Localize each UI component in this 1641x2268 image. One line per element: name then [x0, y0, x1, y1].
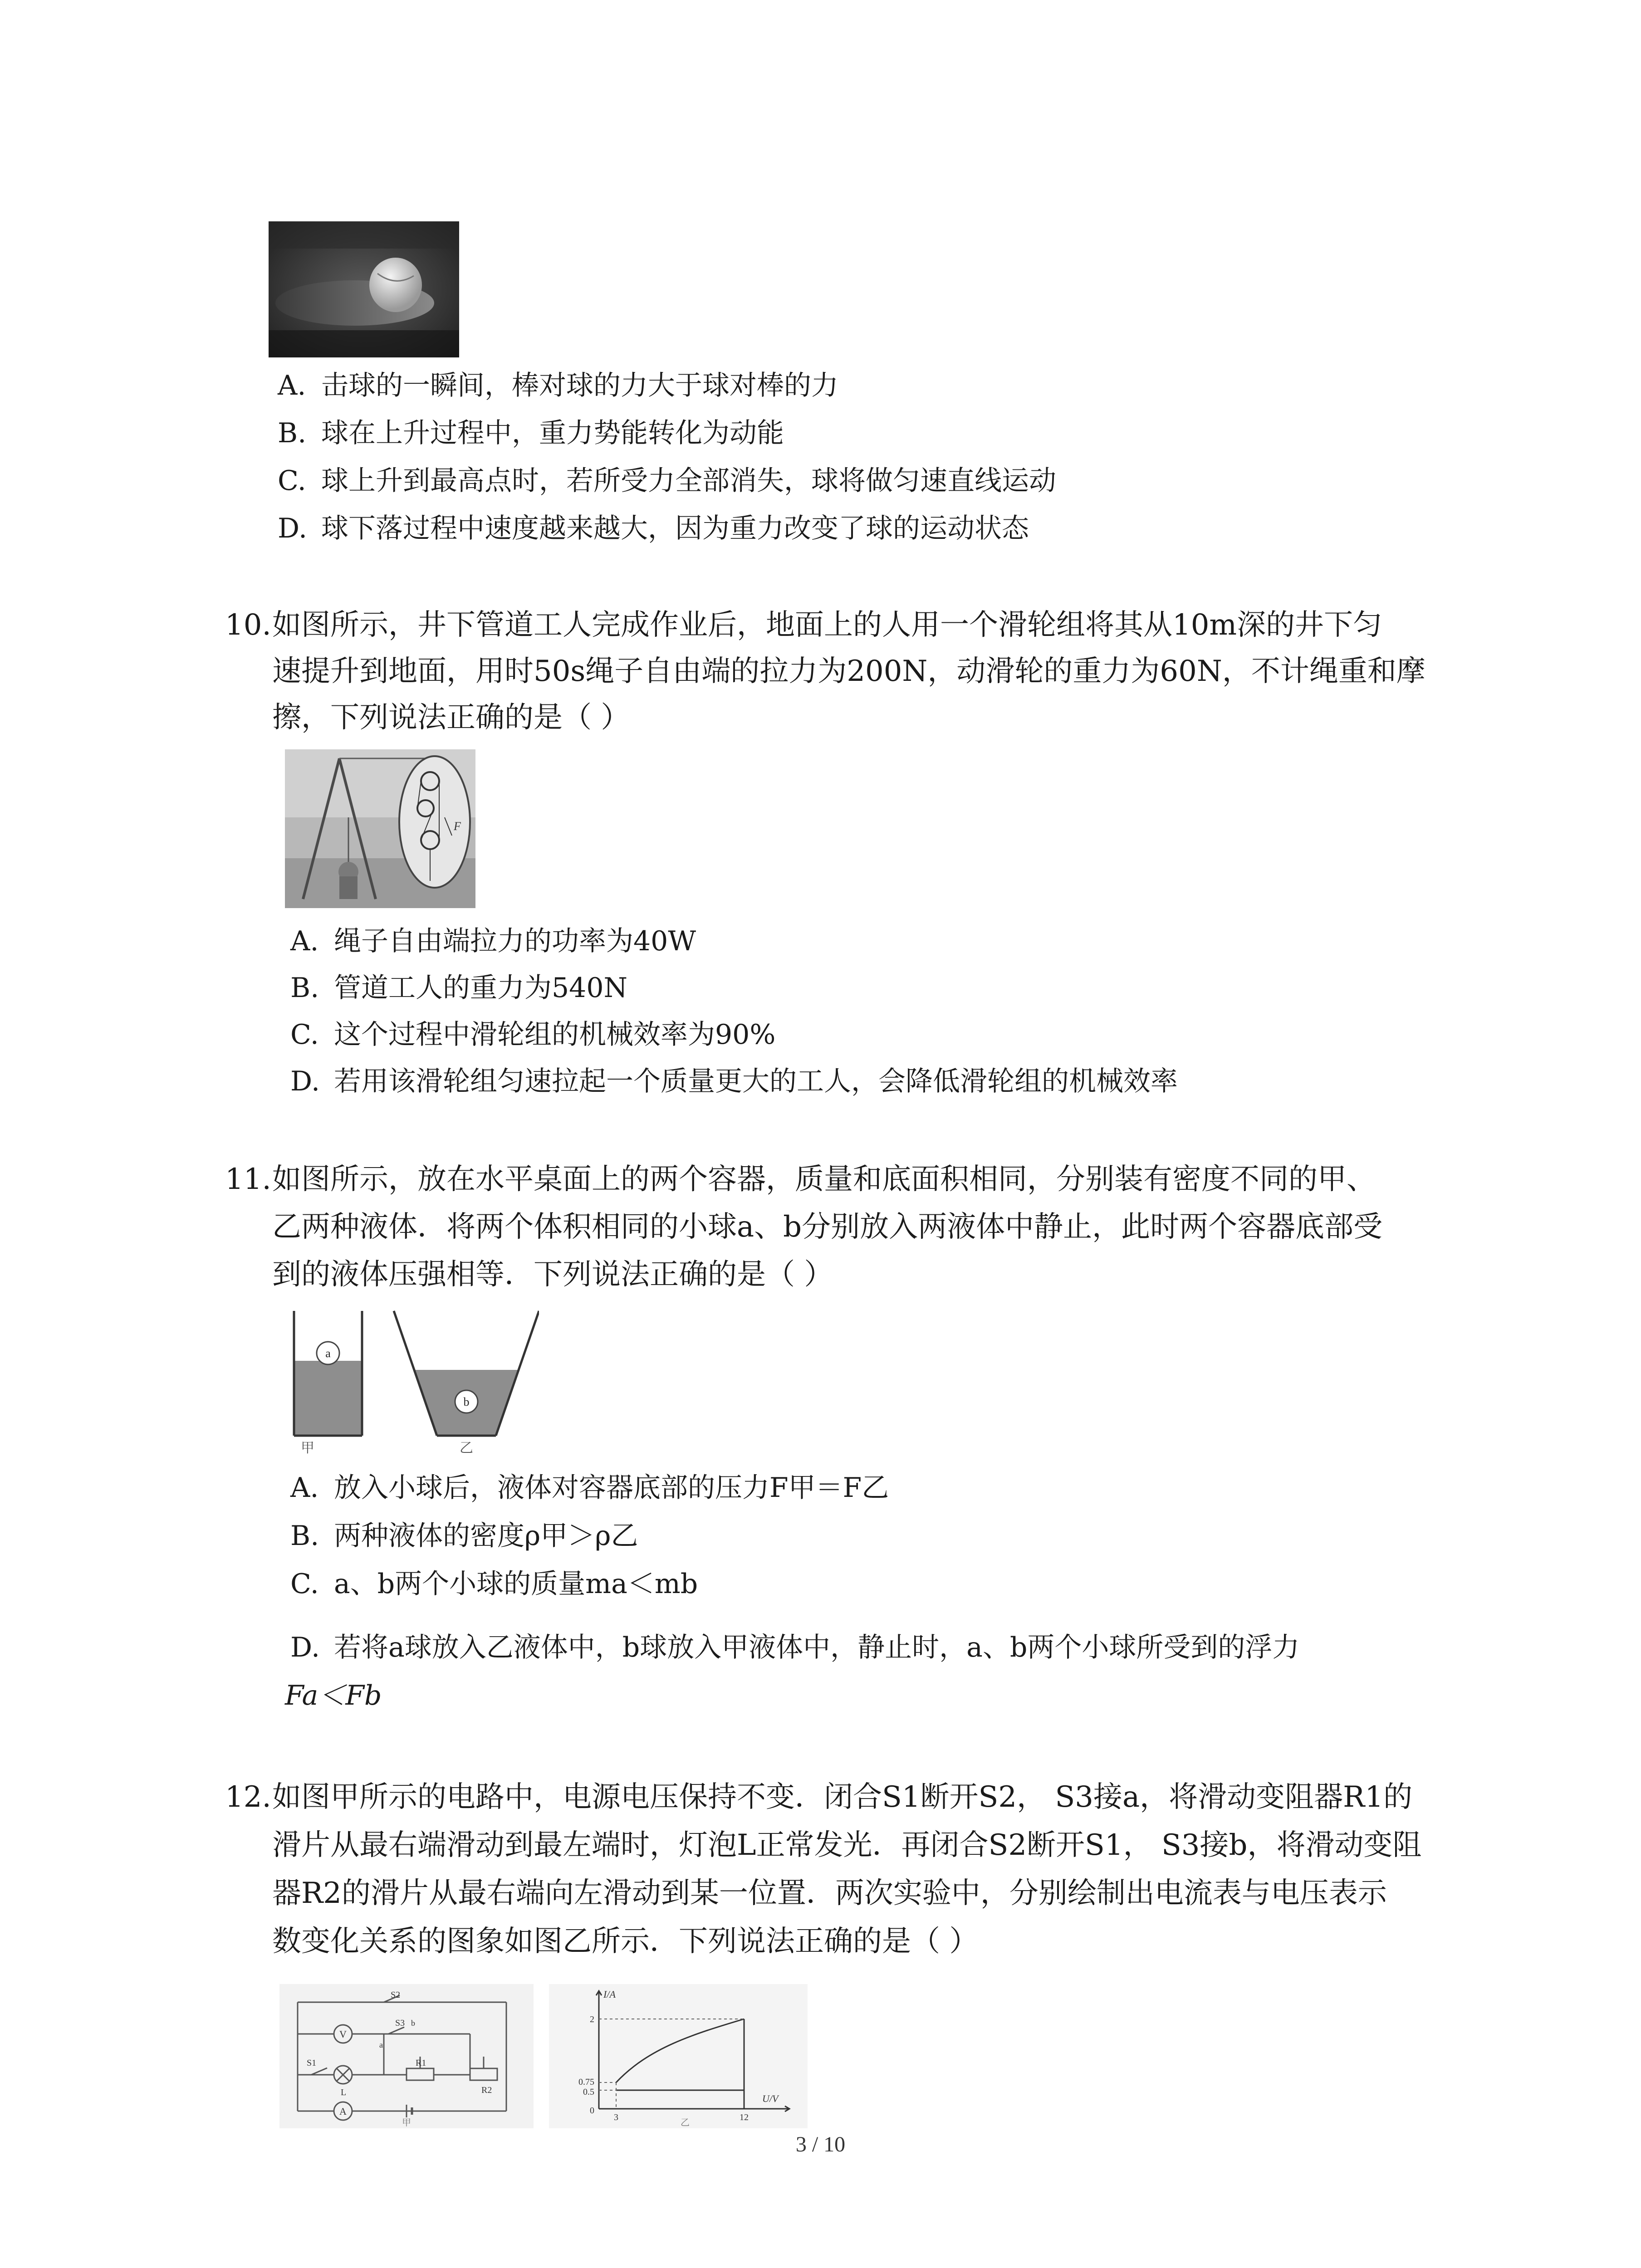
r2-label: R2 [481, 2085, 492, 2095]
circuit-diagram [279, 1984, 534, 2128]
q11-option-b: B. 两种液体的密度ρ甲＞ρ乙 [290, 1520, 638, 1552]
q10-stem-line-1: 10.如图所示，井下管道工人完成作业后，地面上的人用一个滑轮组将其从10m深的井下匀 [225, 608, 1382, 642]
q11-option-d-cont: Fa＜Fb [285, 1680, 382, 1711]
containers-figure [285, 1306, 539, 1456]
ammeter-label: A [339, 2106, 347, 2117]
q11-option-d: D. 若将a球放入乙液体中，b球放入甲液体中，静止时，a、b两个小球所受到的浮力 [290, 1632, 1300, 1663]
q9-option-c: C. 球上升到最高点时，若所受力全部消失，球将做匀速直线运动 [278, 465, 1056, 497]
q12-stem-line-2: 滑片从最右端滑动到最左端时，灯泡L正常发光．再闭合S2断开S1， S3接b，将滑动变阻 [272, 1828, 1422, 1862]
lamp-label: L [341, 2087, 347, 2097]
baseball-photo [269, 221, 459, 357]
s3-label: S3 [395, 2018, 405, 2028]
q12-stem-line-3: 器R2的滑片从最右端向左滑动到某一位置．两次实验中，分别绘制出电流表与电压表示 [272, 1877, 1387, 1910]
r1-label: R1 [416, 2058, 426, 2068]
y-tick-075: 0.75 [578, 2077, 594, 2087]
q9-option-a: A. 击球的一瞬间，棒对球的力大于球对棒的力 [278, 370, 838, 401]
y-tick-2: 2 [590, 2014, 594, 2024]
iu-graph [549, 1984, 808, 2128]
y-axis-label: I/A [603, 1989, 616, 2000]
q10-stem-line-3: 擦，下列说法正确的是（ ） [272, 701, 630, 734]
voltmeter-label: V [339, 2028, 347, 2040]
s1-label: S1 [307, 2058, 317, 2068]
y-tick-05: 0.5 [583, 2087, 594, 2097]
b-label: b [411, 2019, 415, 2028]
label-yi: 乙 [460, 1440, 473, 1456]
q11-stem-line-3: 到的液体压强相等．下列说法正确的是（ ） [272, 1258, 833, 1291]
q11-option-c: C. a、b两个小球的质量ma＜mb [290, 1568, 698, 1600]
q11-option-a: A. 放入小球后，液体对容器底部的压力F甲＝F乙 [290, 1472, 889, 1504]
pulley-photo [285, 749, 475, 908]
ball-a: a [325, 1347, 331, 1360]
q12-stem-line-4: 数变化关系的图象如图乙所示．下列说法正确的是（ ） [272, 1925, 979, 1958]
q10-option-d: D. 若用该滑轮组匀速拉起一个质量更大的工人，会降低滑轮组的机械效率 [290, 1066, 1178, 1097]
graph-caption: 乙 [681, 2118, 690, 2128]
q10-option-a: A. 绳子自由端拉力的功率为40W [290, 925, 696, 957]
ball-b: b [463, 1395, 470, 1408]
page-number: 3 / 10 [795, 2132, 846, 2156]
q10-stem-line-2: 速提升到地面，用时50s绳子自由端的拉力为200N，动滑轮的重力为60N，不计绳重和摩 [272, 655, 1425, 688]
q9-option-d: D. 球下落过程中速度越来越大，因为重力改变了球的运动状态 [278, 513, 1029, 544]
s2-label: S2 [391, 1990, 401, 2000]
a-label: a [379, 2040, 383, 2049]
q11-stem-line-2: 乙两种液体．将两个体积相同的小球a、b分别放入两液体中静止，此时两个容器底部受 [272, 1210, 1383, 1244]
q10-option-c: C. 这个过程中滑轮组的机械效率为90% [290, 1019, 776, 1051]
y-tick-0: 0 [590, 2106, 594, 2116]
q11-stem-line-1: 11.如图所示，放在水平桌面上的两个容器，质量和底面积相同，分别装有密度不同的甲、 [225, 1163, 1376, 1196]
label-jia: 甲 [301, 1440, 314, 1456]
q10-option-b: B. 管道工人的重力为540N [290, 972, 628, 1004]
x-tick-12: 12 [740, 2112, 749, 2122]
x-tick-3: 3 [614, 2112, 618, 2122]
force-label: F [454, 820, 461, 833]
circuit-caption: 甲 [402, 2118, 411, 2128]
q9-option-b: B. 球在上升过程中，重力势能转化为动能 [278, 417, 784, 449]
x-axis-label: U/V [762, 2093, 779, 2104]
q12-stem-line-1: 12.如图甲所示的电路中，电源电压保持不变．闭合S1断开S2， S3接a，将滑动变阻器R1的 [225, 1780, 1413, 1814]
